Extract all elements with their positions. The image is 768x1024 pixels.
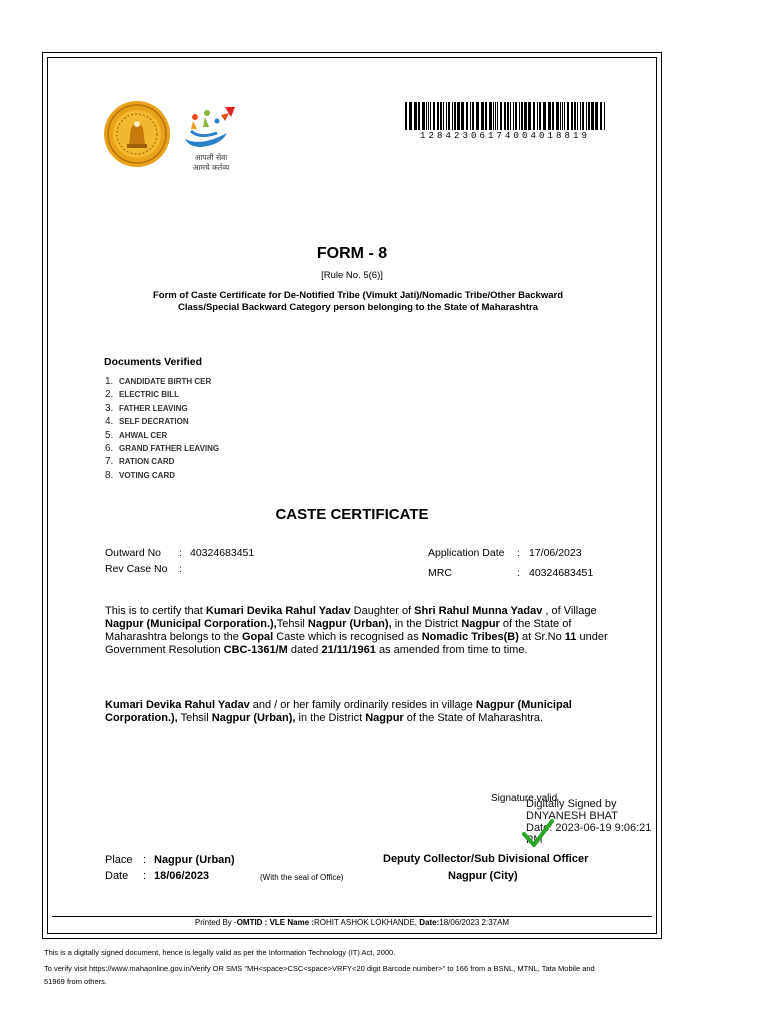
para1-text: dated (287, 644, 322, 656)
barcode-bar (533, 102, 535, 130)
officer-location: Nagpur (City) (448, 870, 518, 882)
candidate-name: Kumari Devika Rahul Yadav (105, 699, 250, 711)
barcode-bar (521, 102, 523, 130)
document-item (105, 415, 219, 428)
printed-by-prefix: Printed By - (194, 918, 237, 927)
barcode-bar (580, 102, 581, 130)
barcode-bar (497, 102, 498, 130)
maharashtra-seal-icon (103, 100, 171, 168)
application-date-label: Application Date (428, 547, 505, 559)
certificate-heading: CASTE CERTIFICATE (275, 506, 429, 523)
document-item (105, 442, 219, 455)
printed-by-date: 18/06/2023 2:37AM (439, 918, 510, 927)
aaple-sarkar-icon (181, 103, 241, 151)
father-name: Shri Rahul Munna Yadav (414, 605, 543, 617)
logo-tagline-line1: आपली सेवा (194, 153, 228, 162)
document-number: 5. (105, 429, 114, 441)
barcode-bar (552, 102, 554, 130)
document-name: SELF DECRATION (119, 417, 189, 427)
legal-note: This is a digitally signed document, hence is legally valid as per the Information Technology (IT) Act, 2000. (44, 948, 396, 957)
village-name: Nagpur (Municipal Corporation.), (105, 699, 572, 724)
barcode-bar (537, 102, 538, 130)
barcode-bar (472, 102, 474, 130)
certificate-inner-frame (47, 57, 657, 934)
barcode-bar (600, 102, 602, 130)
documents-heading: Documents Verified (104, 356, 203, 368)
barcode-bar (443, 102, 444, 130)
date-value: 18/06/2023 (154, 870, 210, 882)
signature-valid-label: Signature valid (491, 793, 558, 804)
barcode-bar (405, 102, 407, 130)
certify-paragraph (105, 605, 615, 657)
barcode-bar (504, 102, 506, 130)
logo-tagline-line2: आमचे कर्तव्य (192, 163, 230, 172)
para1-text: Tehsil (276, 618, 308, 630)
para1-text: at Sr.No (518, 631, 565, 643)
document-name: VOTING CARD (119, 470, 175, 480)
barcode-bar (414, 102, 417, 130)
barcode-bar (489, 102, 492, 130)
barcode-bar (562, 102, 563, 130)
barcode-bar (513, 102, 514, 130)
barcode-bar (409, 102, 412, 130)
signature-line1: Digitally Signed by (526, 798, 617, 810)
para1-text: in the District (391, 618, 462, 630)
documents-list (105, 375, 219, 482)
document-number: 7. (105, 456, 114, 468)
barcode-bar (571, 102, 573, 130)
seal-note: (With the seal of Office) (260, 873, 344, 882)
barcode-bar (507, 102, 509, 130)
residence-paragraph (105, 699, 615, 725)
document-number: 4. (105, 416, 114, 428)
barcode-bar (524, 102, 527, 130)
tehsil-name: Nagpur (Urban), (307, 618, 392, 630)
barcode-bar (588, 102, 590, 130)
barcode-bar (418, 102, 420, 130)
barcode-bar (515, 102, 517, 130)
document-item (105, 455, 219, 468)
logo-tagline (181, 153, 241, 173)
mrc-value: 40324683451 (529, 567, 594, 579)
document-number: 2. (105, 389, 114, 401)
barcode-bar (560, 102, 561, 130)
tehsil-name: Nagpur (Urban), (211, 712, 296, 724)
document-item (105, 469, 219, 482)
para2-text: Tehsil (177, 712, 212, 724)
barcode-bar (528, 102, 531, 130)
outward-label: Outward No (105, 547, 162, 559)
barcode-bar (567, 102, 569, 130)
subtitle-line2: Class/Special Backward Category person belonging to the State of Maharashtra (177, 302, 539, 313)
barcode-bar (440, 102, 442, 130)
village-name: Nagpur (Municipal Corporation.), (105, 618, 277, 630)
barcode-bar (481, 102, 484, 130)
place-sep: : (143, 854, 147, 866)
document-name: GRAND FATHER LEAVING (119, 444, 220, 454)
printed-by-line (52, 916, 652, 929)
place-value: Nagpur (Urban) (154, 854, 235, 866)
barcode-bar (548, 102, 551, 130)
printed-by-date-label: Date: (419, 918, 440, 927)
barcode-bar (476, 102, 479, 130)
barcode-bar (595, 102, 598, 130)
barcode-bar (591, 102, 594, 130)
barcode-bar (470, 102, 471, 130)
printed-by-omtid: OMTID : VLE Name : (236, 918, 315, 927)
barcode-bar (539, 102, 541, 130)
barcode-bar (448, 102, 450, 130)
caste-name: Gopal (241, 631, 274, 643)
form-subtitle (108, 290, 608, 314)
barcode-bar (457, 102, 460, 130)
barcode-bar (430, 102, 431, 130)
rev-case-label: Rev Case No (105, 563, 168, 575)
barcode-bar (519, 102, 520, 130)
document-item (105, 375, 219, 388)
barcode-bar (422, 102, 425, 130)
document-name: AHWAL CER (119, 430, 168, 440)
document-name: ELECTRIC BILL (119, 390, 179, 400)
serial-number: 11 (564, 631, 577, 643)
para1-text: Daughter of (350, 605, 415, 617)
barcode-bar (604, 102, 605, 130)
document-name: CANDIDATE BIRTH CER (119, 377, 212, 386)
barcode-bar (577, 102, 578, 130)
mrc-sep: : (517, 567, 520, 579)
barcode-bar (564, 102, 565, 130)
para2-text: and / or her family ordinarily resides in village (249, 699, 476, 711)
verify-note: To verify visit https://www.mahaonline.gov.in/Verify OR SMS "MH<space>CSC<space>VRFY<20 digit Barcode number>" to 166 from a BSNL, MTNL, Tata Mobile and (44, 964, 595, 973)
barcode-bar (452, 102, 453, 130)
para1-text: under Government Resolution (105, 631, 608, 656)
verify-note-continued: 51969 from others. (44, 977, 107, 986)
barcode-bar (582, 102, 584, 130)
barcode-bar (493, 102, 494, 130)
government-resolution: CBC-1361/M (223, 644, 288, 656)
barcode-bar (556, 102, 559, 130)
form-title: FORM - 8 (316, 245, 388, 262)
barcode-bar (426, 102, 427, 130)
document-name: FATHER LEAVING (119, 403, 188, 413)
officer-designation: Deputy Collector/Sub Divisional Officer (383, 853, 589, 865)
outward-value: 40324683451 (190, 547, 255, 559)
mrc-label: MRC (428, 567, 452, 579)
application-date-value: 17/06/2023 (529, 547, 582, 559)
barcode-bar (485, 102, 487, 130)
barcode-bar (586, 102, 587, 130)
district-name: Nagpur (461, 618, 500, 630)
document-name: RATION CARD (119, 457, 175, 467)
printed-by-vle: ROHIT ASHOK LOKHANDE, (314, 918, 420, 927)
document-item (105, 388, 219, 401)
signature-date: Date: 2023-06-19 9:06:21 PM (526, 822, 652, 846)
subtitle-line1: Form of Caste Certificate for De-Notified Tribe (Vimukt Jati)/Nomadic Tribe/Other Backward (153, 290, 563, 301)
barcode-bar (510, 102, 511, 130)
barcode-bar (454, 102, 456, 130)
application-date-sep: : (517, 547, 520, 559)
checkmark-icon[interactable] (522, 818, 554, 848)
barcode-bar (500, 102, 502, 130)
document-number: 1. (105, 376, 114, 387)
para1-text: as amended from time to time. (375, 644, 528, 656)
certificate-frame (42, 52, 662, 939)
date-label: Date (105, 870, 129, 882)
barcode-bar (461, 102, 464, 130)
resolution-date: 21/11/1961 (321, 644, 376, 656)
barcode-bar (446, 102, 447, 130)
barcode-bar (428, 102, 429, 130)
rule-number: [Rule No. 5(6)] (321, 270, 383, 281)
document-item (105, 429, 219, 442)
para1-text: This is to certify that (105, 605, 206, 617)
rev-case-sep: : (179, 563, 182, 575)
barcode (405, 102, 605, 130)
para1-text: of the State of Maharashtra belongs to the (105, 618, 572, 643)
barcode-bar (495, 102, 496, 130)
barcode-bar (433, 102, 435, 130)
outward-sep: : (179, 547, 182, 559)
candidate-name: Kumari Devika Rahul Yadav (205, 605, 351, 617)
para2-text: in the District (295, 712, 366, 724)
para1-text: Caste which is recognised as (273, 631, 422, 643)
barcode-bar (437, 102, 439, 130)
barcode-number: 12842306174004018819 (419, 131, 591, 141)
document-number: 3. (105, 402, 114, 414)
para2-text: of the State of Maharashtra. (403, 712, 544, 724)
place-label: Place (105, 854, 133, 866)
caste-category: Nomadic Tribes(B) (421, 631, 519, 643)
barcode-bar (466, 102, 468, 130)
date-sep: : (143, 870, 147, 882)
document-item (105, 402, 219, 415)
document-number: 8. (105, 469, 114, 481)
barcode-bar (574, 102, 576, 130)
barcode-bar (543, 102, 546, 130)
document-number: 6. (105, 443, 114, 455)
aaple-sarkar-logo (181, 103, 241, 173)
signature-signer: DNYANESH BHAT (526, 810, 618, 822)
district-name: Nagpur (365, 712, 404, 724)
para1-text: , of Village (542, 605, 597, 617)
